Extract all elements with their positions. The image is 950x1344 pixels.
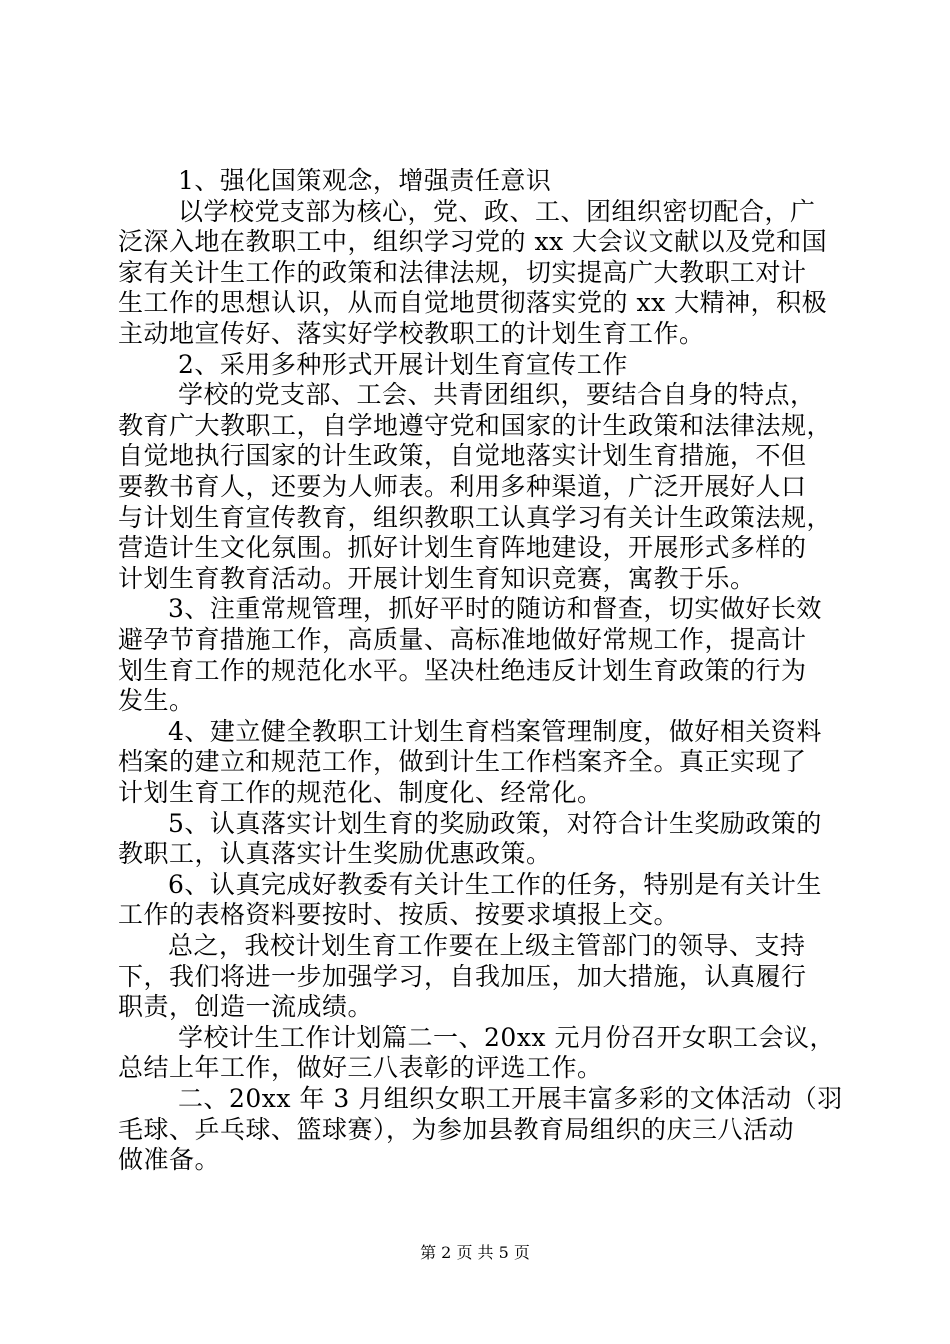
text-line-33: 做准备。 bbox=[118, 1145, 221, 1174]
text-line-19: 4、建立健全教职工计划生育档案管理制度，做好相关资料 bbox=[168, 717, 822, 746]
text-line-31: 二、20xx 年 3 月组织女职工开展丰富多彩的文体活动（羽 bbox=[178, 1084, 843, 1113]
text-line-20: 档案的建立和规范工作，做到计生工作档案齐全。真正实现了 bbox=[118, 747, 807, 776]
text-line-4: 家有关计生工作的政策和法律法规，切实提高广大教职工对计 bbox=[118, 258, 807, 287]
text-line-5: 生工作的思想认识，从而自觉地贯彻落实党的 xx 大精神，积极 bbox=[118, 288, 828, 317]
text-line-7: 2、采用多种形式开展计划生育宣传工作 bbox=[178, 350, 628, 379]
text-line-9: 教育广大教职工，自学地遵守党和国家的计生政策和法律法规， bbox=[118, 411, 833, 440]
text-line-26: 总之，我校计划生育工作要在上级主管部门的领导、支持 bbox=[168, 931, 806, 960]
text-line-27: 下，我们将进一步加强学习，自我加压，加大措施，认真履行 bbox=[118, 962, 807, 991]
text-line-30: 总结上年工作，做好三八表彰的评选工作。 bbox=[118, 1053, 603, 1082]
text-line-21: 计划生育工作的规范化、制度化、经常化。 bbox=[118, 778, 603, 807]
page-number-footer: 第 2 页 共 5 页 bbox=[420, 1243, 530, 1262]
text-line-16: 避孕节育措施工作，高质量、高标准地做好常规工作，提高计 bbox=[118, 625, 807, 654]
text-line-17: 划生育工作的规范化水平。坚决杜绝违反计划生育政策的行为 bbox=[118, 656, 807, 685]
text-line-11: 要教书育人，还要为人师表。利用多种渠道，广泛开展好人口 bbox=[118, 472, 807, 501]
text-line-13: 营造计生文化氛围。抓好计划生育阵地建设，开展形式多样的 bbox=[118, 533, 807, 562]
text-line-28: 职责，创造一流成绩。 bbox=[118, 992, 374, 1021]
text-line-10: 自觉地执行国家的计生政策，自觉地落实计划生育措施，不但 bbox=[118, 441, 807, 470]
text-line-29: 学校计生工作计划篇二一、20xx 元月份召开女职工会议， bbox=[178, 1023, 835, 1052]
text-line-15: 3、注重常规管理，抓好平时的随访和督查，切实做好长效 bbox=[168, 594, 822, 623]
text-line-24: 6、认真完成好教委有关计生工作的任务，特别是有关计生 bbox=[168, 870, 822, 899]
text-line-18: 发生。 bbox=[118, 686, 195, 715]
text-line-1: 1、强化国策观念，增强责任意识 bbox=[178, 166, 552, 195]
text-line-3: 泛深入地在教职工中，组织学习党的 xx 大会议文献以及党和国 bbox=[118, 227, 828, 256]
text-line-8: 学校的党支部、工会、共青团组织，要结合自身的特点， bbox=[178, 380, 816, 409]
text-line-12: 与计划生育宣传教育，组织教职工认真学习有关计生政策法规， bbox=[118, 503, 833, 532]
text-line-22: 5、认真落实计划生育的奖励政策，对符合计生奖励政策的 bbox=[168, 809, 822, 838]
text-line-23: 教职工，认真落实计生奖励优惠政策。 bbox=[118, 839, 552, 868]
text-line-2: 以学校党支部为核心，党、政、工、团组织密切配合，广 bbox=[178, 197, 816, 226]
text-line-14: 计划生育教育活动。开展计划生育知识竞赛，寓教于乐。 bbox=[118, 564, 756, 593]
text-line-6: 主动地宣传好、落实好学校教职工的计划生育工作。 bbox=[118, 319, 705, 348]
text-line-32: 毛球、乒乓球、篮球赛），为参加县教育局组织的庆三八活动 bbox=[118, 1115, 795, 1144]
text-line-25: 工作的表格资料要按时、按质、按要求填报上交。 bbox=[118, 900, 680, 929]
